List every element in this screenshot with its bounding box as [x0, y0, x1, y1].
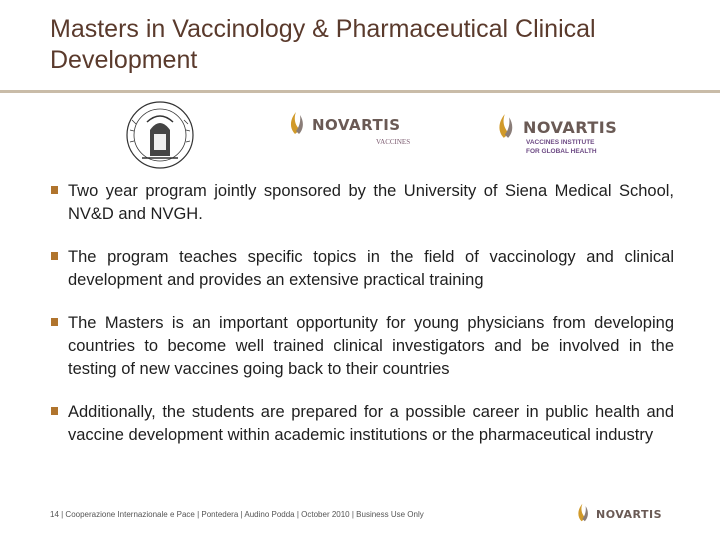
bullet-item	[50, 401, 674, 447]
slide-footer: 14 | Cooperazione Internazionale e Pace | Pontedera | Audino Podda | October 2010 | Business Use Only	[50, 510, 424, 519]
bullet-square-icon	[51, 252, 58, 260]
vaccines-label: VACCINES	[376, 138, 411, 146]
novartis-wordmark: NOVARTIS	[596, 508, 663, 521]
novartis-flame-icon	[496, 112, 518, 140]
institute-label-line1: VACCINES INSTITUTE	[526, 139, 595, 146]
novartis-footer-logo	[576, 498, 676, 528]
university-seal-icon	[122, 100, 198, 170]
novartis-flame-icon	[576, 502, 592, 523]
novartis-wordmark: NOVARTIS	[312, 116, 401, 134]
bullet-square-icon	[51, 318, 58, 326]
title-divider	[0, 90, 720, 93]
novartis-flame-icon	[288, 110, 308, 136]
bullet-text: The Masters is an important opportunity for young physicians from developing countries to become well trained clinical investigators and be involved in the testing of new vaccines going back to their countries	[68, 314, 674, 378]
institute-label-line2: FOR GLOBAL HEALTH	[526, 148, 597, 155]
novartis-vaccines-logo	[288, 108, 418, 152]
bullet-text: Additionally, the students are prepared for a possible career in public health and vaccine development within academic institutions or the pharmaceutical industry	[68, 403, 674, 444]
bullet-text: The program teaches specific topics in the field of vaccinology and clinical development and provides an extensive practical training	[68, 248, 674, 289]
bullet-item	[50, 312, 674, 381]
bullet-list	[50, 180, 674, 467]
novartis-global-health-logo	[496, 108, 624, 160]
bullet-item	[50, 246, 674, 292]
bullet-square-icon	[51, 407, 58, 415]
bullet-item	[50, 180, 674, 226]
bullet-text: Two year program jointly sponsored by the University of Siena Medical School, NV&D and NVGH.	[68, 182, 674, 223]
slide-title: Masters in Vaccinology & Pharmaceutical Clinical Development	[50, 15, 596, 74]
bullet-square-icon	[51, 186, 58, 194]
novartis-wordmark: NOVARTIS	[523, 118, 618, 137]
